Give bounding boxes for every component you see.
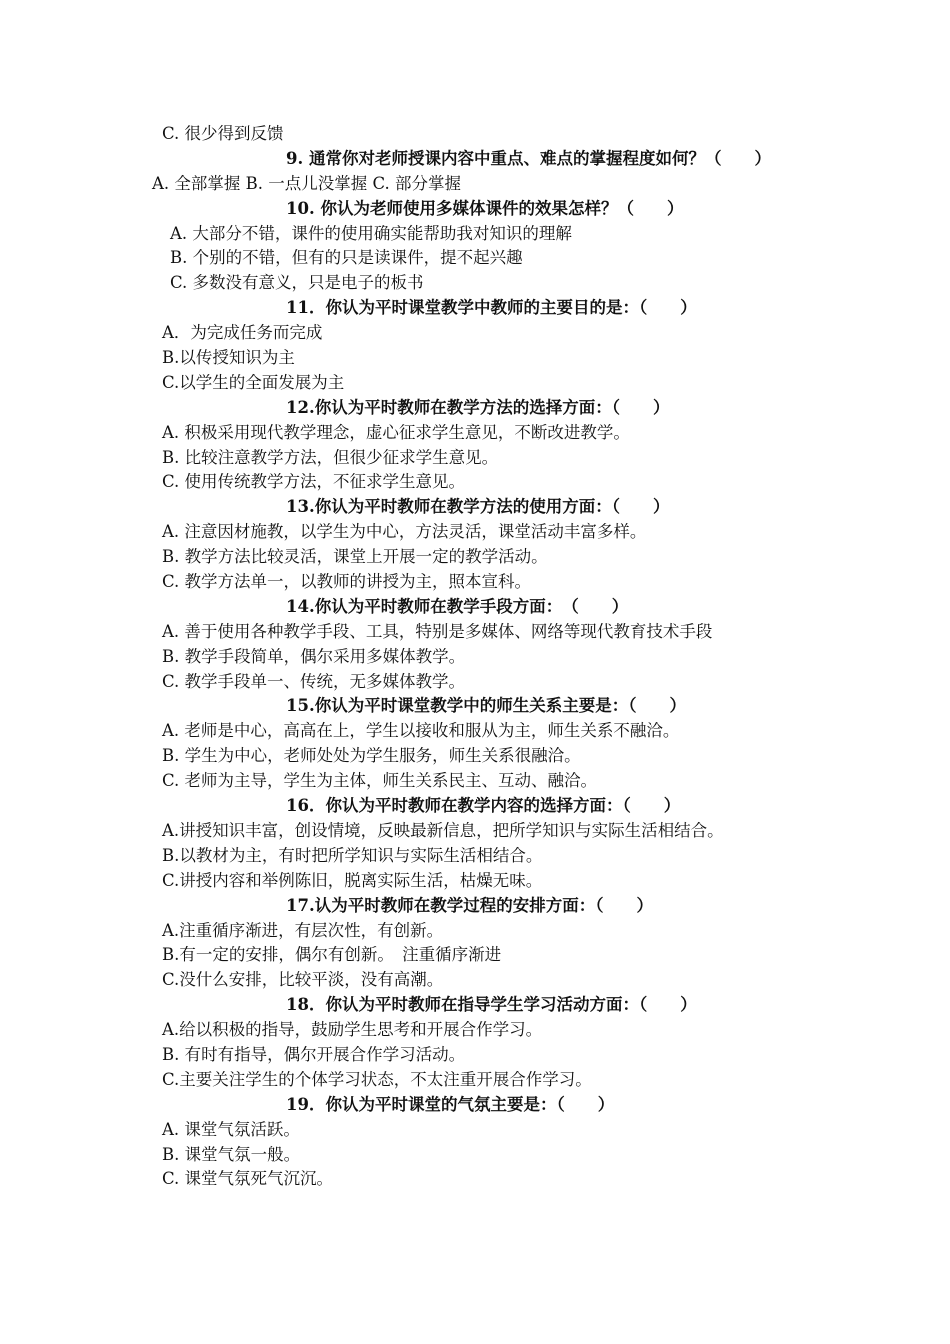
option-text: A. 老师是中心，高高在上，学生以接收和服从为主，师生关系不融洽。 — [162, 721, 680, 741]
option-text: A. 善于使用各种教学手段、工具，特别是多媒体、网络等现代教育技术手段 — [162, 621, 713, 641]
option-text: A.讲授知识丰富，创设情境，反映最新信息，把所学知识与实际生活相结合。 — [162, 820, 724, 840]
option-text: B.有一定的安排，偶尔有创新。 注重循序渐进 — [162, 945, 502, 965]
option-text: A．为完成任务而完成 — [162, 323, 323, 343]
option-text: C. 老师为主导，学生为主体，师生关系民主、互动、融洽。 — [162, 771, 598, 791]
option-text: A. 全部掌握 B. 一点儿没掌握 C. 部分掌握 — [152, 173, 462, 193]
option-text: C. 很少得到反馈 — [162, 124, 284, 143]
question-text: 11．你认为平时课堂教学中教师的主要目的是：（ ） — [286, 298, 697, 318]
option-text: A. 积极采用现代教学理念，虚心征求学生意见，不断改进教学。 — [162, 422, 630, 442]
option-text: C. 教学方法单一，以教师的讲授为主，照本宣科。 — [162, 572, 532, 592]
option-text: B. 课堂气氛一般。 — [162, 1144, 301, 1164]
option-text: C.没什么安排，比较平淡，没有高潮。 — [162, 970, 444, 990]
question-text: 19．你认为平时课堂的气氛主要是：（ ） — [286, 1094, 615, 1114]
option-text: B. 教学手段简单，偶尔采用多媒体教学。 — [162, 646, 466, 666]
option-text: A.注重循序渐进，有层次性，有创新。 — [162, 920, 444, 940]
option-text: B. 学生为中心，老师处处为学生服务，师生关系很融洽。 — [162, 746, 581, 766]
option-text: B. 有时有指导，偶尔开展合作学习活动。 — [162, 1044, 466, 1064]
option-text: B. 个别的不错，但有的只是读课件，提不起兴趣 — [170, 248, 523, 268]
question-text: 15.你认为平时课堂教学中的师生关系主要是：（ ） — [286, 696, 686, 716]
question-text: 16．你认为平时教师在教学内容的选择方面：（ ） — [286, 796, 681, 816]
option-text: B. 比较注意教学方法，但很少征求学生意见。 — [162, 447, 499, 467]
option-text: B. 教学方法比较灵活，课堂上开展一定的教学活动。 — [162, 547, 548, 567]
option-text: C. 教学手段单一、传统，无多媒体教学。 — [162, 671, 466, 691]
option-text: C. 使用传统教学方法，不征求学生意见。 — [162, 472, 466, 492]
option-text: C.以学生的全面发展为主 — [162, 372, 345, 392]
option-text: C. 多数没有意义，只是电子的板书 — [170, 273, 424, 293]
option-text: A.给以积极的指导，鼓励学生思考和开展合作学习。 — [162, 1020, 543, 1040]
question-text: 17.认为平时教师在教学过程的安排方面：（ ） — [286, 895, 653, 915]
option-text: A. 大部分不错，课件的使用确实能帮助我对知识的理解 — [170, 223, 572, 243]
option-text: C.主要关注学生的个体学习状态，不太注重开展合作学习。 — [162, 1069, 592, 1089]
option-text: C.讲授内容和举例陈旧，脱离实际生活，枯燥无味。 — [162, 870, 543, 890]
option-text: A. 注意因材施教，以学生为中心，方法灵活，课堂活动丰富多样。 — [162, 522, 647, 542]
question-text: 18．你认为平时教师在指导学生学习活动方面：（ ） — [286, 995, 697, 1015]
question-text: 13.你认为平时教师在教学方法的使用方面：（ ） — [286, 497, 670, 517]
option-text: B.以传授知识为主 — [162, 348, 295, 368]
question-text: 14.你认为平时教师在教学手段方面： （ ） — [286, 596, 629, 616]
option-text: B.以教材为主，有时把所学知识与实际生活相结合。 — [162, 845, 543, 865]
questionnaire-page — [0, 122, 950, 1192]
option-text: C. 课堂气氛死气沉沉。 — [162, 1169, 334, 1189]
question-text: 10. 你认为老师使用多媒体课件的效果怎样？（ ） — [286, 198, 684, 218]
question-text: 9. 通常你对老师授课内容中重点、难点的掌握程度如何？（ ） — [286, 148, 771, 168]
option-text: A. 课堂气氛活跃。 — [162, 1119, 300, 1139]
question-text: 12.你认为平时教师在教学方法的选择方面：（ ） — [286, 397, 670, 417]
